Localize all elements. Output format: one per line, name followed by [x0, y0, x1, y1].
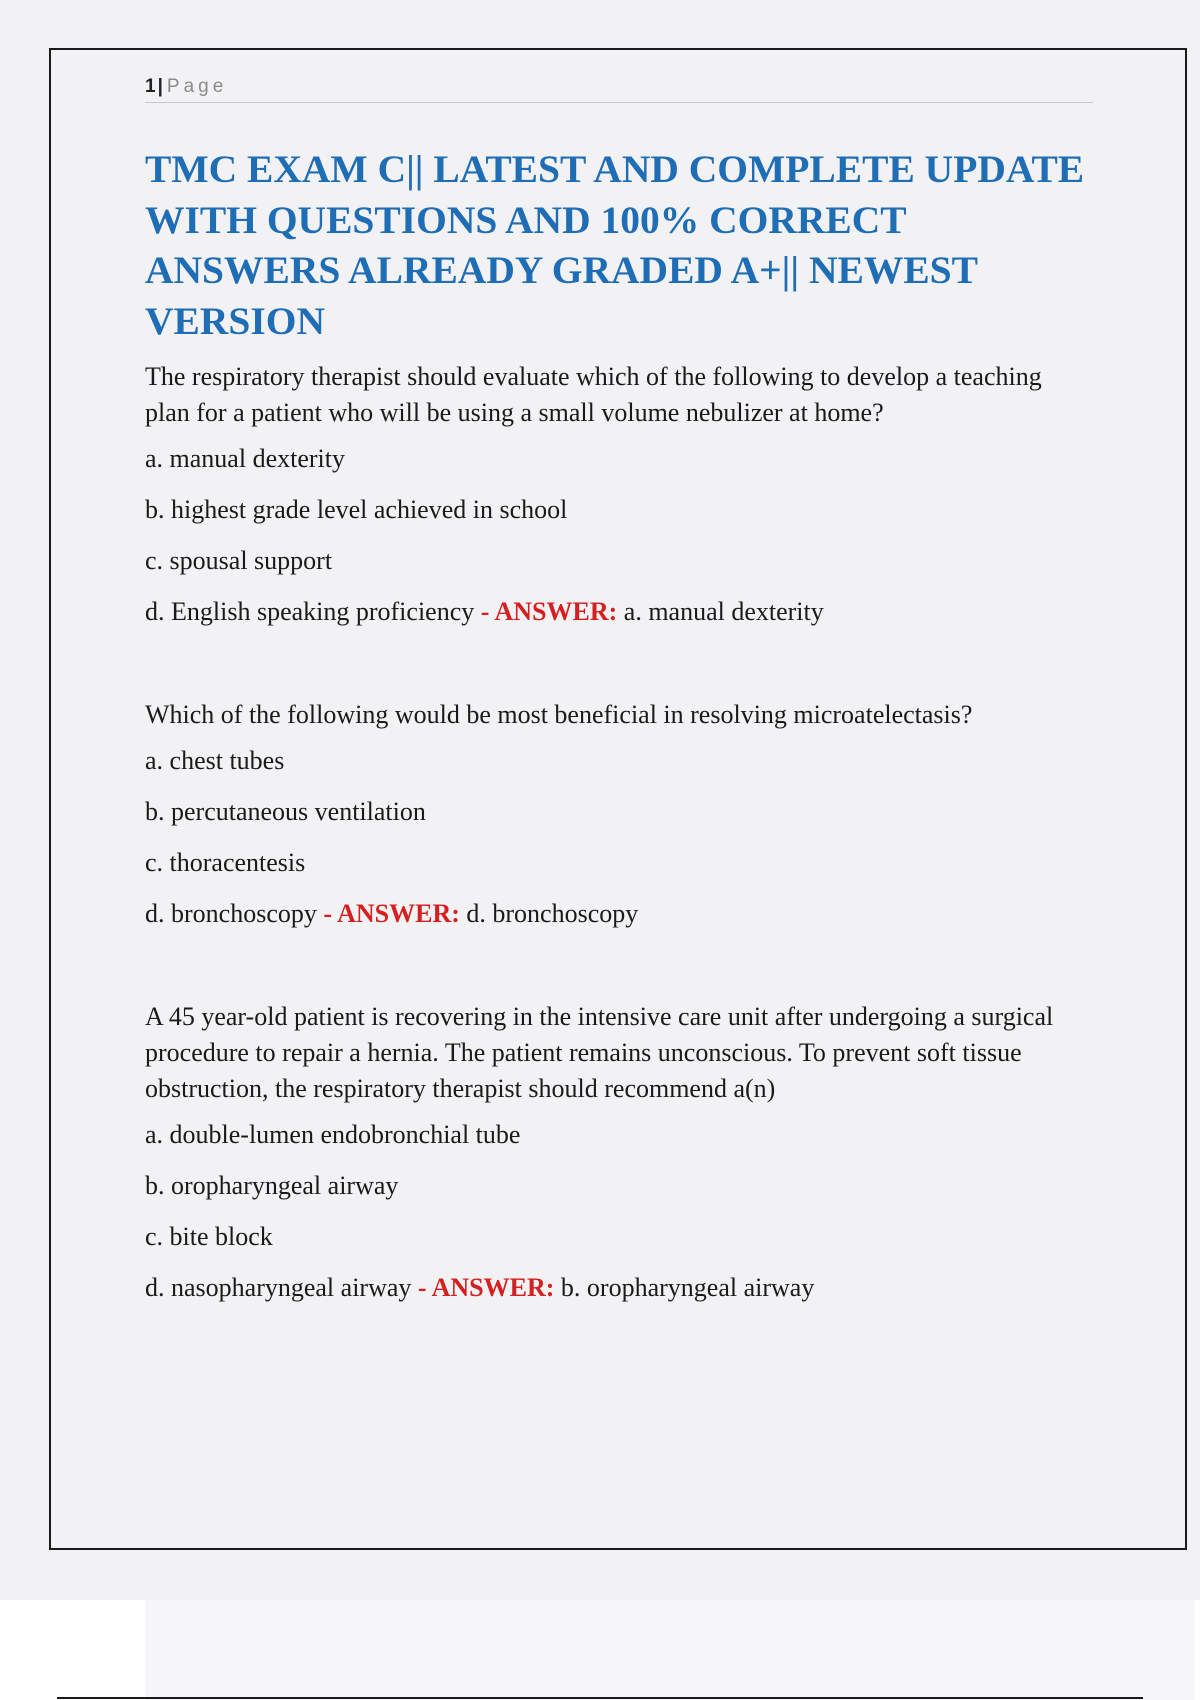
next-page-content-area	[145, 1600, 1195, 1700]
question-2	[145, 697, 1090, 932]
page-word: Page	[166, 76, 228, 97]
option-b: b. percutaneous ventilation	[145, 797, 426, 826]
document-title: TMC EXAM C|| LATEST AND COMPLETE UPDATE WITH QUESTIONS AND 100% CORRECT ANSWERS ALREADY GRADED A+|| NEWEST VERSION	[145, 147, 1085, 343]
option-d-with-answer	[145, 594, 1090, 630]
option-a: a. double-lumen endobronchial tube	[145, 1120, 521, 1149]
next-page-rule	[57, 1697, 1143, 1699]
correct-answer: d. bronchoscopy	[466, 899, 639, 928]
question-text: The respiratory therapist should evaluate which of the following to develop a teaching plan for a patient who will be using a small volume nebulizer at home?	[145, 362, 1042, 427]
option-d-with-answer	[145, 896, 1090, 932]
option-b: b. oropharyngeal airway	[145, 1171, 399, 1200]
correct-answer: b. oropharyngeal airway	[560, 1273, 815, 1302]
option-b: b. highest grade level achieved in school	[145, 495, 568, 524]
option-d: d. bronchoscopy	[145, 899, 317, 928]
correct-answer: a. manual dexterity	[623, 597, 824, 626]
option-c: c. spousal support	[145, 546, 333, 575]
page-header	[145, 72, 1093, 103]
question-text: Which of the following would be most beneficial in resolving microatelectasis?	[145, 700, 973, 729]
option-d: d. nasopharyngeal airway	[145, 1273, 412, 1302]
answer-label: - ANSWER:	[480, 597, 618, 626]
question-3	[145, 999, 1090, 1306]
option-d-with-answer	[145, 1270, 1090, 1306]
option-a: a. manual dexterity	[145, 444, 345, 473]
answer-label: - ANSWER:	[417, 1273, 555, 1302]
option-d: d. English speaking proficiency	[145, 597, 475, 626]
question-text: A 45 year-old patient is recovering in the intensive care unit after undergoing a surgical procedure to repair a hernia. The patient remains unconscious. To prevent soft tissue obstruction, the respiratory therapist should recommend a(n)	[145, 1002, 1054, 1103]
page-number: 1	[145, 76, 156, 97]
page-separator: |	[157, 76, 163, 97]
answer-label: - ANSWER:	[323, 899, 460, 928]
option-a: a. chest tubes	[145, 746, 285, 775]
option-c: c. bite block	[145, 1222, 273, 1251]
option-c: c. thoracentesis	[145, 848, 306, 877]
question-list	[145, 359, 1090, 1306]
question-1	[145, 359, 1090, 630]
